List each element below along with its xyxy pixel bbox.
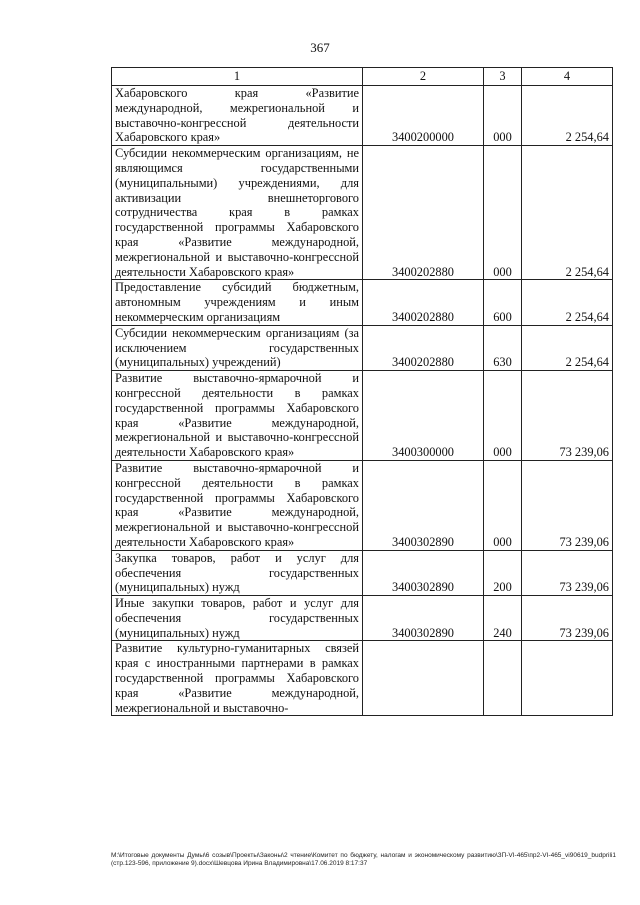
row-target-code: 3400202880 [363,146,484,280]
row-expense-type: 000 [484,371,522,461]
row-name: Иные закупки товаров, работ и услуг для обеспечения государственных (муниципальных) нужд [112,596,363,641]
table-row [112,641,613,716]
row-amount: 2 254,64 [522,146,613,280]
row-name: Развитие культурно-гуманитарных связей края с иностранными партнерами в рамках государственной программы Хабаровского края «Развитие международной, межрегиональной и выставочно- [112,641,363,716]
row-expense-type [484,641,522,716]
row-amount: 73 239,06 [522,550,613,595]
header-row [112,68,613,86]
page-number: 367 [310,40,330,55]
row-target-code: 3400302890 [363,596,484,641]
table-row [112,86,613,146]
document-path-footer: M:\Итоговые документы Думы\6 созыв\Проекты\Законы\2 чтение\Комитет по бюджету, налогам и экономическому развитию\ЗП-VI-465\пр2-VI-465_vi90619_budprili1 (стр.123-596, приложение 9).docx\Шевцова Ирина Владимировна\17.06.2019 8:17:37 [111,852,616,867]
row-target-code: 3400200000 [363,86,484,146]
row-name: Предоставление субсидий бюджетным, автономным учреждениям и иным некоммерческим организациям [112,280,363,325]
row-expense-type: 000 [484,460,522,550]
table-row [112,325,613,370]
row-name: Развитие выставочно-ярмарочной и конгрессной деятельности в рамках государственной программы Хабаровского края «Развитие международной, межрегиональной и выставочно-конгрессной деятельности Хабаровского края» [112,460,363,550]
row-amount: 2 254,64 [522,325,613,370]
row-name: Субсидии некоммерческим организациям, не являющимся государственными (муниципальными) учреждениями, для активизации внешнеторгового сотрудничества края в рамках государственной программы Хабаровского края «Развитие международной, межрегиональной и выставочно-конгрессной деятельности Хабаровского края» [112,146,363,280]
table-row [112,371,613,461]
row-name: Хабаровского края «Развитие международной, межрегиональной и выставочно-конгрессной деятельности Хабаровского края» [112,86,363,146]
row-expense-type: 240 [484,596,522,641]
row-target-code: 3400302890 [363,550,484,595]
row-expense-type: 600 [484,280,522,325]
row-expense-type: 630 [484,325,522,370]
row-name: Развитие выставочно-ярмарочной и конгрессной деятельности в рамках государственной программы Хабаровского края «Развитие международной, межрегиональной и выставочно-конгрессной деятельности Хабаровского края» [112,371,363,461]
row-target-code: 3400302890 [363,460,484,550]
header-col-2: 2 [363,68,484,86]
budget-table [111,67,613,716]
row-target-code [363,641,484,716]
row-name: Закупка товаров, работ и услуг для обеспечения государственных (муниципальных) нужд [112,550,363,595]
row-expense-type: 200 [484,550,522,595]
row-expense-type: 000 [484,146,522,280]
table-row [112,596,613,641]
row-amount: 73 239,06 [522,460,613,550]
table-row [112,146,613,280]
row-name: Субсидии некоммерческим организациям (за исключением государственных (муниципальных) учреждений) [112,325,363,370]
row-amount: 2 254,64 [522,280,613,325]
row-target-code: 3400300000 [363,371,484,461]
table-row [112,460,613,550]
row-amount [522,641,613,716]
row-amount: 73 239,06 [522,371,613,461]
row-expense-type: 000 [484,86,522,146]
row-target-code: 3400202880 [363,325,484,370]
row-target-code: 3400202880 [363,280,484,325]
row-amount: 73 239,06 [522,596,613,641]
header-col-3: 3 [484,68,522,86]
table-row [112,280,613,325]
header-col-1: 1 [112,68,363,86]
table-row [112,550,613,595]
row-amount: 2 254,64 [522,86,613,146]
header-col-4: 4 [522,68,613,86]
